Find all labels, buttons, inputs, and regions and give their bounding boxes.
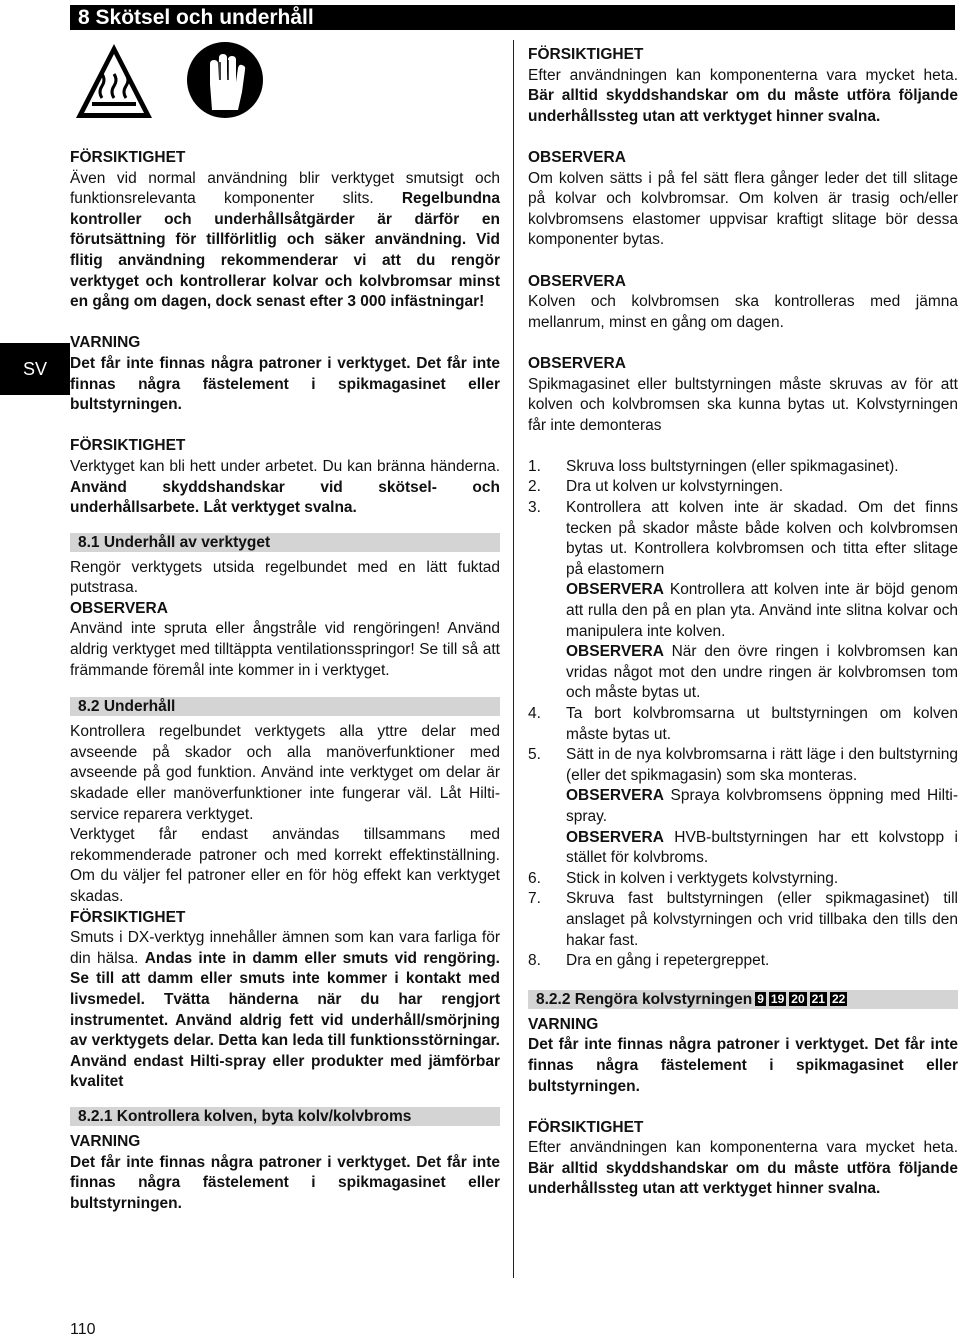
figure-ref-badge: 19 [770, 991, 785, 1006]
warning-text: Det får inte finnas några patroner i verktyget. Det får inte finnas några fästelement i spikmagasinet eller bultstyrningen. [528, 1036, 958, 1095]
caution-label: FÖRSIKTIGHET [70, 437, 186, 455]
list-item [528, 477, 958, 498]
column-divider [513, 40, 514, 1278]
figure-ref-badge: 9 [757, 991, 764, 1006]
step-note: OBSERVERA Spraya kolvbromsens öppning med Hilti-spray. [566, 787, 958, 825]
step-number: 1. [528, 457, 541, 475]
procedure-steps [528, 457, 958, 972]
figure-ref-badge: 22 [831, 991, 846, 1006]
list-item [528, 869, 958, 890]
step-text: Skruva fast bultstyrningen (eller spikmagasinet) till anslaget på kolvstyrningen och vrid tillbaka den tills den hakar fast. [566, 890, 958, 949]
warning-label: VARNING [528, 1015, 599, 1033]
step-text: Stick in kolven i verktygets kolvstyrning. [566, 869, 839, 887]
caution-label: FÖRSIKTIGHET [528, 46, 644, 63]
list-item [528, 457, 958, 478]
step-number: 8. [528, 952, 541, 970]
step-text: Dra en gång i repetergreppet. [566, 952, 770, 970]
list-item [528, 704, 958, 745]
step-number: 7. [528, 890, 541, 908]
caution-text: Verktyget kan bli hett under arbetet. Du kan bränna händerna. Använd skyddshandskar vid skötsel- och underhållsarbete. Låt verktyget svalna. [70, 457, 500, 517]
note-label: OBSERVERA [528, 148, 626, 166]
step-text: Ta bort kolvbromsarna ut bultstyrningen om kolven måste bytas ut. [566, 705, 958, 743]
language-tab: SV [0, 343, 70, 395]
paragraph: Verktyget får endast användas tillsammans med rekommenderade patroner och med korrekt effektinställning. Om du väljer fel patroner eller en för hög effekt kan verktyget skadas. [70, 826, 500, 905]
caution-text: Efter användningen kan komponenterna vara mycket heta. Bär alltid skyddshandskar om du måste utföra följande underhållssteg utan att verktyget hinner svalna. [528, 1139, 958, 1198]
note-label: OBSERVERA [528, 354, 626, 372]
section-heading-8-2-2: 8.2.2 Rengöra kolvstyrningen 9 19 20 21 22 [528, 990, 958, 1009]
warning-label: VARNING [70, 1132, 141, 1150]
left-column [70, 148, 500, 1214]
hot-surface-warning-icon [76, 44, 152, 118]
caution-text: Även vid normal användning blir verktyget smutsigt och funktionsrelevanta komponenter slits. Regelbundna kontroller och underhållsåtgärder är därför en förutsättning för tillförlitlig och säker användning. Vid flitig användning rekommenderar vi att du rengör verktyget och kontrollerar kolvar och kolvbromsar minst en gång om dagen, dock senast efter 3 000 infästningar! [70, 169, 500, 311]
note-text: Kolven och kolvbromsen ska kontrolleras med jämna mellanrum, minst en gång om dagen. [528, 293, 958, 331]
note-text: Om kolven sätts i på fel sätt flera gånger leder det till slitage på kolvar och kolvbromsar. Om kolven är trasig och/eller kolvbromsens elastomer uppvisar kraftigt slitage bör dessa komponenter bytas. [528, 169, 958, 249]
figure-ref-badge: 21 [811, 991, 825, 1006]
step-note: OBSERVERA När den övre ringen i kolvbromsen kan vridas något mot den undre ringen är kolvbromsen tom och måste bytas ut. [566, 643, 958, 702]
caution-text: Efter användningen kan komponenterna vara mycket heta. Bär alltid skyddshandskar om du måste utföra följande underhållssteg utan att verktyget hinner svalna. [528, 66, 958, 125]
chapter-header: 8 Skötsel och underhåll [70, 5, 955, 30]
note-label: OBSERVERA [70, 599, 168, 617]
section-heading-8-2: 8.2 Underhåll [70, 697, 500, 716]
caution-label: FÖRSIKTIGHET [70, 149, 186, 166]
page-number: 110 [70, 1321, 96, 1338]
list-item [528, 951, 958, 972]
section-heading-8-1: 8.1 Underhåll av verktyget [70, 533, 500, 552]
paragraph: Rengör verktygets utsida regelbundet med en lätt fuktad putstrasa. [70, 558, 500, 597]
safety-icons [72, 40, 272, 124]
note-text: Spikmagasinet eller bultstyrningen måste skruvas av för att kolven och kolvbromsen ska kunna bytas ut. Kolvstyrningen får inte demonteras [528, 375, 958, 434]
note-label: OBSERVERA [528, 272, 626, 290]
right-column [528, 45, 958, 1200]
list-item [528, 498, 958, 704]
warning-label: VARNING [70, 334, 141, 352]
step-number: 4. [528, 705, 541, 722]
caution-label: FÖRSIKTIGHET [528, 1118, 644, 1136]
step-number: 3. [528, 499, 541, 517]
list-item [528, 889, 958, 951]
section-heading-8-2-1: 8.2.1 Kontrollera kolven, byta kolv/kolvbroms [70, 1107, 500, 1126]
step-number: 5. [528, 746, 541, 764]
step-note: OBSERVERA HVB-bultstyrningen har ett kolvstopp i stället för kolvbroms. [566, 828, 958, 867]
protective-gloves-icon [187, 42, 263, 118]
warning-text: Det får inte finnas några patroner i verktyget. Det får inte finnas några fästelement i spikmagasinet eller bultstyrningen. [70, 354, 500, 414]
step-text: Sätt in de nya kolvbromsarna i rätt läge i den bultstyrning (eller det spikmagasin) som ska monteras. [566, 746, 958, 784]
step-text: Skruva loss bultstyrningen (eller spikmagasinet). [566, 457, 899, 475]
paragraph: Kontrollera regelbundet verktygets alla yttre delar med avseende på skador och alla manöverfunktioner med avseende på god funktion. Använd inte verktyget om delar är skadade eller manöverfunktioner inte fungerar väl. Låt Hilti-service reparera verktyget. [70, 723, 500, 823]
caution-label: FÖRSIKTIGHET [70, 908, 186, 926]
step-number: 2. [528, 478, 541, 496]
note-text: Använd inte spruta eller ångstråle vid rengöringen! Använd aldrig verktyget med tilltäppta ventilationsspringor! Se till så att främmande föremål inte kommer in i verktyget. [70, 620, 500, 679]
step-text: Dra ut kolven ur kolvstyrningen. [566, 478, 784, 496]
list-item [528, 745, 958, 869]
warning-text: Det får inte finnas några patroner i verktyget. Det får inte finnas några fästelement i spikmagasinet eller bultstyrningen. [70, 1153, 500, 1212]
step-note: OBSERVERA Kontrollera att kolven inte är böjd genom att rulla den på en plan yta. Använd inte slitna kolvar och manipulera inte kolven. [566, 581, 958, 640]
step-text: Kontrollera att kolven inte är skadad. Om det finns tecken på skador måste både kolven och kolvbromsen bytas ut. Kontrollera kolvbromsen och titta efter slitage på elastomern [566, 499, 958, 578]
figure-ref-badge: 20 [791, 991, 805, 1006]
step-number: 6. [528, 869, 541, 887]
caution-text: Smuts i DX-verktyg innehåller ämnen som kan vara farliga för din hälsa. Andas inte in damm eller smuts vid rengöring. Se till att damm eller smuts inte kommer i kontakt med livsmedel. Tvätta händerna när du har rengjort instrumentet. Använd aldrig fett vid underhåll/smörjning av verktygets delar. Detta kan leda till funktionsstörningar. Använd endast Hilti-spray eller produkter med jämförbar kvalitet [70, 929, 500, 1091]
